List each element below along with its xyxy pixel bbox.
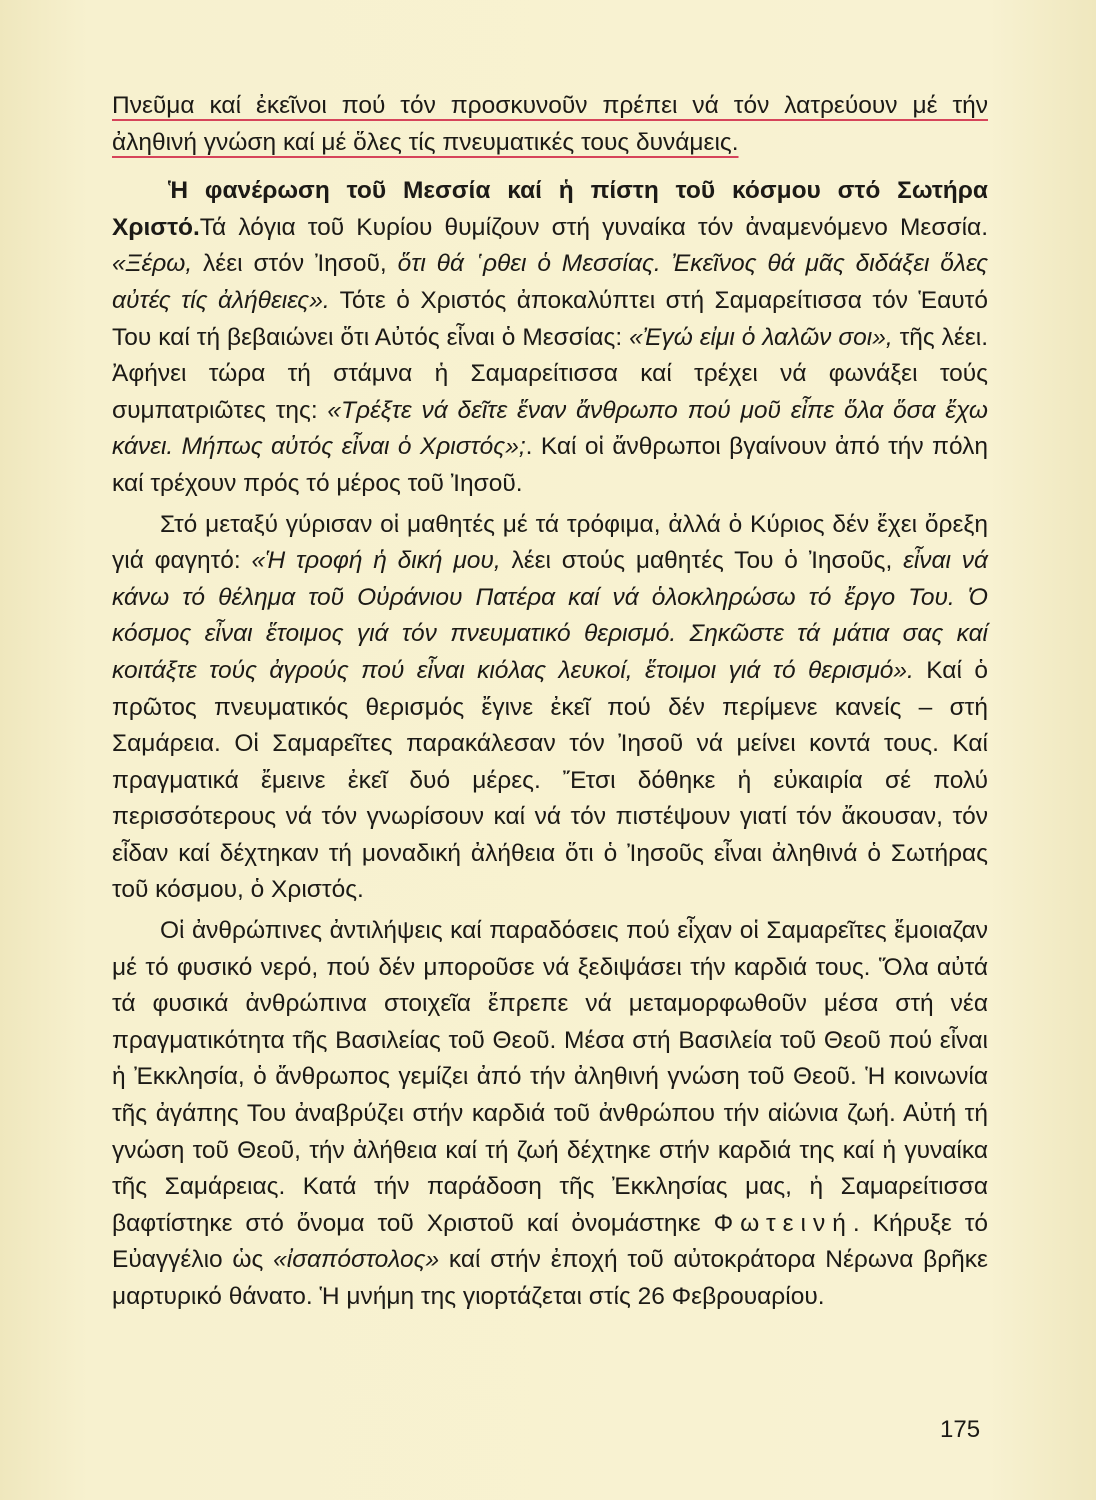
text-span: Τότε ὁ Χριστός ἀποκαλύπτει στή Σαμαρείτισσα τόν Ἑαυτό Του καί τή βεβαιώνει ὅτι Αὐτός εἶναι ὁ Μεσσίας: xyxy=(112,286,988,351)
section-heading: Ἡ φανέρωση τοῦ Μεσσία καί ἡ πίστη τοῦ κόσμου στό Σωτήρα Χριστό. xyxy=(112,177,988,241)
text-span: . Καί οἱ ἄνθρωποι βγαίνουν ἀπό τήν πόλη καί τρέχουν πρός τό μέρος τοῦ Ἰησοῦ. xyxy=(112,433,988,497)
text-span: λέει στούς μαθητές Του ὁ Ἰησοῦς, xyxy=(500,547,904,575)
paragraph-2 xyxy=(112,173,988,502)
text-span: Οἱ ἀνθρώπινες ἀντιλήψεις καί παραδόσεις πού εἶχαν οἱ Σαμαρεῖτες ἔμοιαζαν μέ τό φυσικό νερό, πού δέν μποροῦσε νά ξεδιψάσει τήν καρδιά τους. Ὅλα αὐτά τά φυσικά ἀνθρώπινα στοιχεῖα ἔπρεπε νά μεταμορφωθοῦν μέσα στή νέα πραγματικότητα τῆς Βασιλείας τοῦ Θεοῦ. Μέσα στή Βασιλεία τοῦ Θεοῦ πού εἶναι ἡ Ἐκκλησία, ὁ ἄνθρωπος γεμίζει ἀπό τήν ἀληθινή γνώση τοῦ Θεοῦ. Ἡ κοινωνία τῆς ἀγάπης Του ἀναβρύζει στήν καρδιά τοῦ ἀνθρώπου τήν αἰώνια ζωή. Αὐτή τή γνώση τοῦ Θεοῦ, τήν ἀλήθεια καί τή ζωή δέχτηκε στήν καρδιά της καί ἡ γυναίκα τῆς Σαμάρειας. Κατά τήν παράδοση τῆς Ἐκκλησίας μας, ἡ Σαμαρείτισσα βαφτίστηκε στό ὄνομα τοῦ Χριστοῦ καί ὀνομάστηκε xyxy=(112,917,988,1237)
text-span: Τά λόγια τοῦ Κυρίου θυμίζουν στή γυναίκα τόν ἀναμενόμενο Μεσσία. xyxy=(199,213,988,241)
underlined-passage: Πνεῦμα καί ἐκεῖνοι πού τόν προσκυνοῦν πρέπει νά τόν λατρεύουν μέ τήν ἀληθινή γνώση καί μέ ὅλες τίς πνευματικές τους δυνάμεις. xyxy=(112,92,988,156)
page-number: 175 xyxy=(940,1416,981,1443)
paragraph-1 xyxy=(112,88,988,161)
text-span: Καί ὁ πρῶτος πνευματικός θερισμός ἔγινε ἐκεῖ πού δέν περίμενε κανείς – στή Σαμάρεια. Οἱ Σαμαρεῖτες παρακάλεσαν τόν Ἰησοῦ νά μείνει κοντά τους. Καί πραγματικά ἔμεινε ἐκεῖ δυό μέρες. Ἔτσι δόθηκε ἡ εὐκαιρία σέ πολύ περισσότερους νά τόν γνωρίσουν καί νά τόν πιστέψουν γιατί τόν ἄκουσαν, τόν εἶδαν καί δέχτηκαν τή μοναδική ἀλήθεια ὅτι ὁ Ἰησοῦς εἶναι ἀληθινά ὁ Σωτήρας τοῦ κόσμου, ὁ Χριστός. xyxy=(112,656,989,904)
text-span: λέει στόν Ἰησοῦ, xyxy=(192,250,398,278)
text-span: καί στήν ἐποχή τοῦ αὐτοκράτορα Νέρωνα βρῆκε μαρτυρικό θάνατο. Ἡ μνήμη της γιορτάζεται στίς 26 Φεβρουαρίου. xyxy=(112,1246,988,1310)
paragraph-4 xyxy=(112,913,988,1316)
quote: ὅτι θά ῾ρθει ὁ Μεσσίας. Ἐκεῖνος θά μᾶς διδάξει ὅλες αὐτές τίς ἀλήθειες». xyxy=(112,250,988,314)
quote: «Ξέρω, xyxy=(112,250,193,278)
quote: εἶναι νά κάνω τό θέλημα τοῦ Οὐράνιου Πατέρα καί νά ὁλοκληρώσω τό ἔργο Του. Ὁ κόσμος εἶναι ἕτοιμος γιά τόν πνευματικό θερισμό. Σηκῶστε τά μάτια σας καί κοιτάξτε τούς ἀγρούς πού εἶναι κιόλας λευκοί, ἕτοιμοι γιά τό θερισμό». xyxy=(112,547,988,684)
text-span: τῆς λέει. Ἀφήνει τώρα τή στάμνα ἡ Σαμαρείτισσα καί τρέχει νά φωνάξει τούς συμπατριῶτες της: xyxy=(112,323,988,424)
paragraph-3 xyxy=(112,507,988,910)
quote: «ἰσαπόστολος» xyxy=(273,1246,440,1274)
quote: «Τρέξτε νά δεῖτε ἕναν ἄνθρωπο πού μοῦ εἶπε ὅλα ὅσα ἔχω κάνει. Μήπως αὐτός εἶναι ὁ Χριστός»; xyxy=(112,396,988,461)
text-span: Στό μεταξύ γύρισαν οἱ μαθητές μέ τά τρόφιμα, ἀλλά ὁ Κύριος δέν ἔχει ὄρεξη γιά φαγητό: xyxy=(112,510,988,575)
body-text xyxy=(112,88,988,1316)
quote: «Ἡ τροφή ἡ δική μου, xyxy=(251,547,501,575)
spaced-name: Φωτεινή xyxy=(713,1209,853,1237)
text-span: . Κήρυξε τό Εὐαγγέλιο ὡς xyxy=(112,1209,989,1274)
quote: «Ἐγώ εἰμι ὁ λαλῶν σοι», xyxy=(629,323,893,351)
